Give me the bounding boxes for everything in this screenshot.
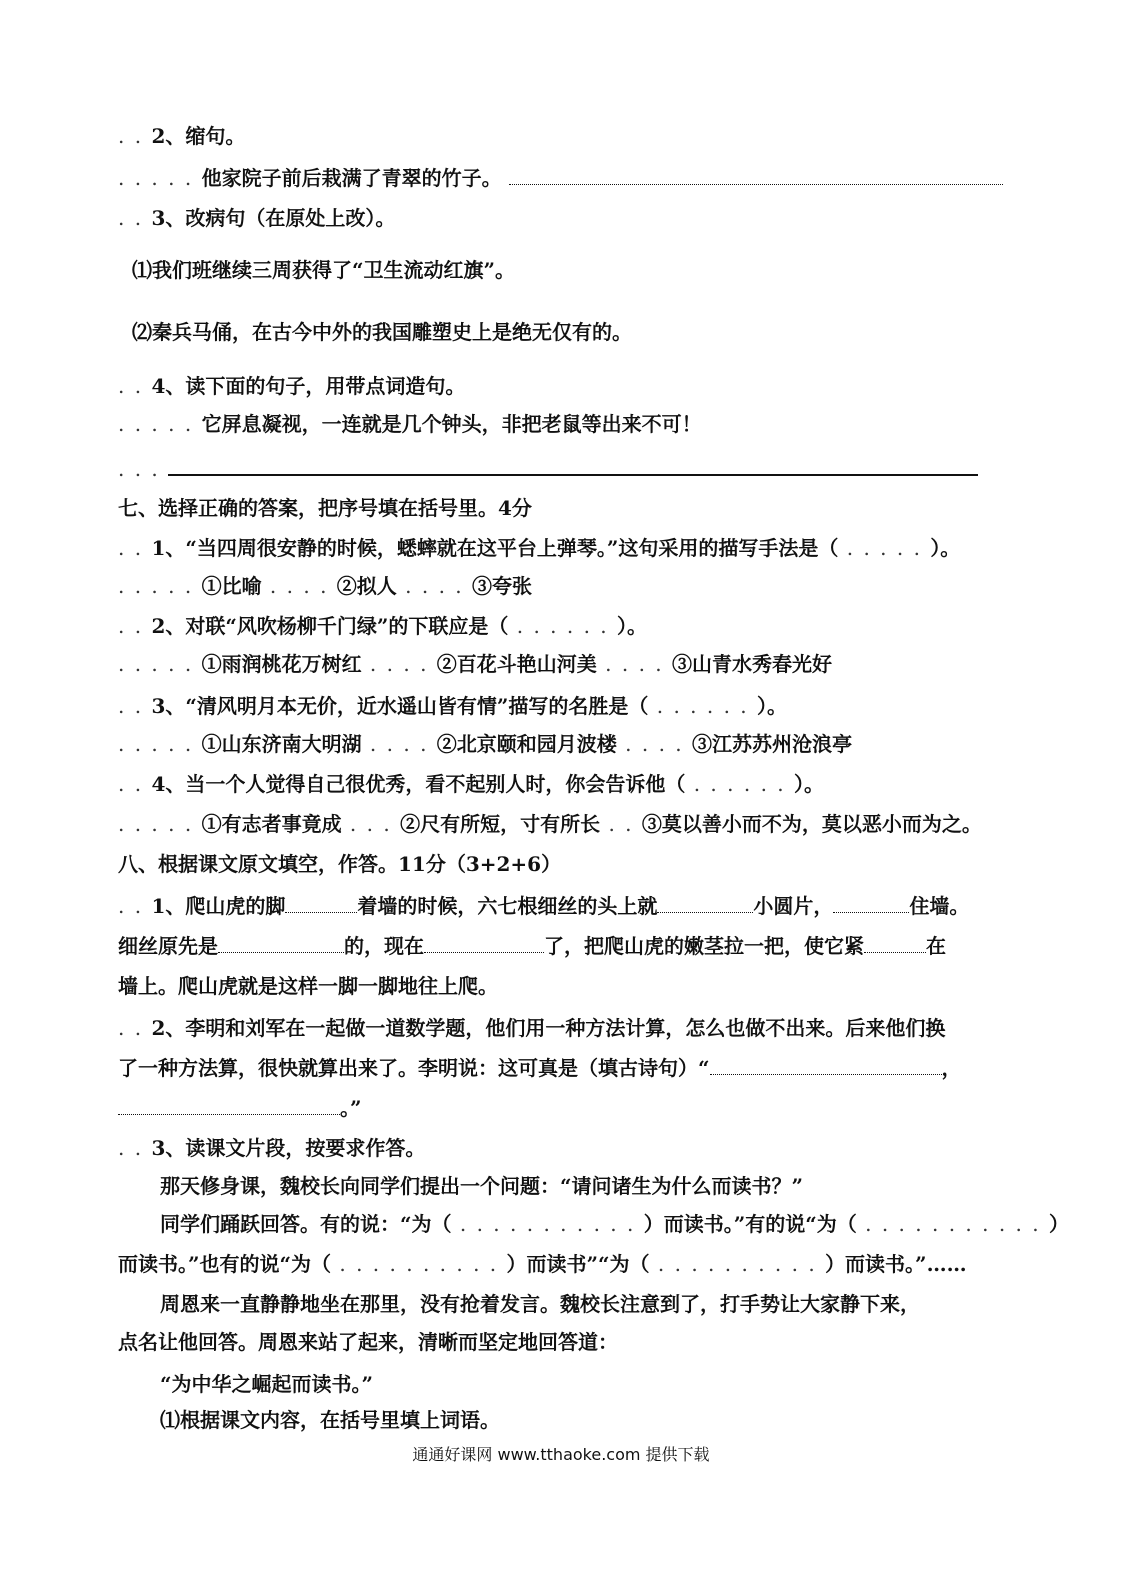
- q8-2-line3: 。”: [118, 1094, 362, 1122]
- passage-line2: 同学们踊跃回答。有的说：“为（ . . . . . . . . . . . ）而读书。”有的说“为（ . . . . . . . . . . . ）: [160, 1212, 1069, 1236]
- q6-3-item1: ⑴我们班继续三周获得了“卫生流动红旗”。: [132, 258, 516, 282]
- answer-blank[interactable]: [657, 892, 753, 913]
- q7-2-options: . . . . . ①雨润桃花万树红 . . . . ②百花斗艳山河美 . . . . ③山青水秀春光好: [118, 652, 833, 676]
- q8-1-line1: . . 1、爬山虎的脚 着墙的时候，六七根细丝的头上就 小圆片， 住墙。: [118, 894, 970, 918]
- q8-1-line3: 墙上。爬山虎就是这样一脚一脚地往上爬。: [118, 974, 498, 998]
- q8-2-line2: 了一种方法算，很快就算出来了。李明说：这可真是（填古诗句）“ ，: [118, 1056, 962, 1080]
- answer-blank[interactable]: [285, 892, 357, 913]
- answer-blank[interactable]: [118, 1094, 340, 1115]
- q6-4-answer-line: . . .: [118, 454, 978, 483]
- q6-2-sentence: . . . . . 他家院子前后栽满了青翠的竹子。: [118, 164, 1003, 192]
- passage-line6: “为中华之崛起而读书。”: [160, 1372, 374, 1396]
- passage-line5: 点名让他回答。周恩来站了起来，清晰而坚定地回答道：: [118, 1330, 618, 1354]
- passage-line4: 周恩来一直静静地坐在那里，没有抢着发言。魏校长注意到了，打手势让大家静下来，: [160, 1292, 920, 1316]
- answer-blank[interactable]: [833, 892, 909, 913]
- q6-3-title: . . 3、改病句（在原处上改）。: [118, 206, 396, 230]
- q7-4: . . 4、当一个人觉得自己很优秀，看不起别人时，你会告诉他（ . . . . . . ）。: [118, 772, 825, 796]
- answer-blank[interactable]: [509, 164, 1003, 185]
- q7-3: . . 3、“清风明月本无价，近水遥山皆有情”描写的名胜是（ . . . . . . ）。: [118, 694, 788, 718]
- q8-3-sub1: ⑴根据课文内容，在括号里填上词语。: [160, 1408, 500, 1432]
- section-7-heading: 七、选择正确的答案，把序号填在括号里。4分: [118, 496, 532, 520]
- q7-2: . . 2、对联“风吹杨柳千门绿”的下联应是（ . . . . . . ）。: [118, 614, 648, 638]
- q7-1-options: . . . . . ①比喻 . . . . ②拟人 . . . . ③夸张: [118, 574, 533, 598]
- q6-3-item2: ⑵秦兵马俑，在古今中外的我国雕塑史上是绝无仅有的。: [132, 320, 632, 344]
- q8-2-line1: . . 2、李明和刘军在一起做一道数学题，他们用一种方法计算，怎么也做不出来。后来他们换: [118, 1016, 946, 1040]
- answer-blank[interactable]: [218, 932, 344, 953]
- footer-source: 通通好课网 www.tthaoke.com 提供下载: [412, 1445, 710, 1464]
- passage-line1: 那天修身课，魏校长向同学们提出一个问题：“请问诸生为什么而读书？”: [160, 1174, 804, 1198]
- q6-4-sentence: . . . . . 它屏息凝视，一连就是几个钟头，非把老鼠等出来不可！: [118, 412, 702, 436]
- passage-line3: 而读书。”也有的说“为（ . . . . . . . . . . ）而读书”“为（ . . . . . . . . . . ）而读书。”……: [118, 1252, 967, 1276]
- answer-blank[interactable]: [864, 932, 926, 953]
- section-8-heading: 八、根据课文原文填空，作答。11分（3+2+6）: [118, 852, 562, 876]
- q7-1: . . 1、“当四周很安静的时候，蟋蟀就在这平台上弹琴。”这句采用的描写手法是（ . . . . . ）。: [118, 536, 961, 560]
- answer-blank[interactable]: [424, 932, 544, 953]
- q8-1-line2: 细丝原先是 的，现在 了，把爬山虎的嫩茎拉一把，使它紧 在: [118, 934, 946, 958]
- answer-blank[interactable]: [710, 1054, 942, 1075]
- q8-3-title: . . 3、读课文片段，按要求作答。: [118, 1136, 426, 1160]
- answer-blank[interactable]: [168, 454, 978, 476]
- q7-4-options: . . . . . ①有志者事竟成 . . . ②尺有所短，寸有所长 . . ③莫以善小而不为，莫以恶小而为之。: [118, 812, 982, 836]
- q7-3-options: . . . . . ①山东济南大明湖 . . . . ②北京颐和园月波楼 . . . . ③江苏苏州沧浪亭: [118, 732, 853, 756]
- q6-2-title: . . 2、缩句。: [118, 124, 246, 148]
- q6-4-title: . . 4、读下面的句子，用带点词造句。: [118, 374, 466, 398]
